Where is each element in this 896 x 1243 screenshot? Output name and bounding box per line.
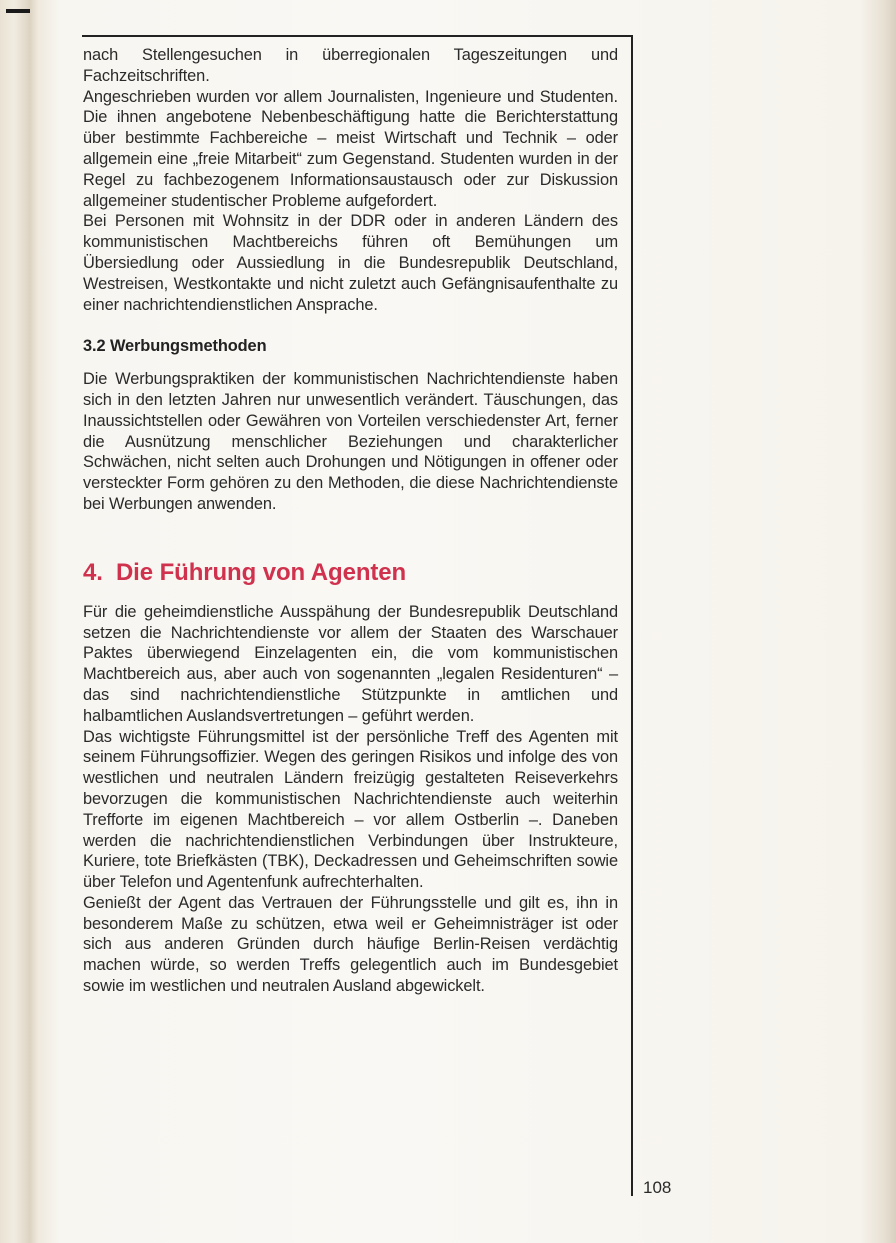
text-column (83, 45, 618, 997)
column-rule (631, 35, 633, 1196)
paragraph: Die Werbungspraktiken der kommunistischen Nachrichtendienste haben sich in den letzten Jahren nur unwesentlich verändert. Täuschungen, das Inaussichtstellen oder Gewähren von Vorteilen verschiedenster Art, ferner die Ausnützung menschlicher Beziehungen und charakterlicher Schwächen, nicht selten auch Drohungen und Nötigungen in offener oder versteckter Form gehören zu den Methoden, die diese Nachrichtendienste bei Werbungen anwenden. (83, 370, 618, 513)
binding-mark (6, 9, 30, 13)
page-number: 108 (643, 1178, 672, 1197)
paragraph: Bei Personen mit Wohnsitz in der DDR oder in anderen Ländern des kommunistischen Machtbereichs führen oft Bemühungen um Übersiedlung oder Aussiedlung in die Bundesrepublik Deutschland, Westreisen, Westkontakte und nicht zuletzt auch Gefängnisaufenthalte zu einer nachrichtendienstlichen Ansprache. (83, 212, 618, 314)
paragraph: nach Stellengesuchen in überregionalen Tageszeitungen und Fachzeitschriften. (83, 46, 618, 85)
paragraph: Angeschrieben wurden vor allem Journalisten, Ingenieure und Studenten. Die ihnen angebotene Nebenbeschäftigung hatte die Berichterstattung über bestimmte Fachbereiche – meist Wirtschaft und Technik – oder allgemein eine „freie Mitarbeit“ zum Gegenstand. Studenten wurden in der Regel zu fachbezogenem Informationsaustausch oder zur Diskussion allgemeiner studentischer Probleme aufgefordert. (83, 87, 618, 210)
top-rule (82, 35, 633, 37)
paragraph: Genießt der Agent das Vertrauen der Führungsstelle und gilt es, ihn in besonderem Maße zu schützen, etwa weil er Geheimnisträger ist oder sich aus anderen Gründen durch häufige Berlin-Reisen verdächtig machen würde, so werden Treffs gelegentlich auch im Bundesgebiet sowie im westlichen und neutralen Ausland abgewickelt. (83, 893, 618, 996)
section-heading-3-2: 3.2 Werbungsmethoden (83, 337, 267, 356)
chapter-heading-4: 4. Die Führung von Agenten (83, 558, 407, 586)
paragraph: Für die geheimdienstliche Ausspähung der Bundesrepublik Deutschland setzen die Nachrichtendienste vor allem der Staaten des Warschauer Paktes überwiegend Einzelagenten ein, die vom kommunistischen Machtbereich aus, aber auch von sogenannten „legalen Residenturen“ – das sind nachrichtendienstliche Stützpunkte in amtlichen und halbamtlichen Auslandsvertretungen – geführt werden. (83, 602, 618, 725)
paragraph: Das wichtigste Führungsmittel ist der persönliche Treff des Agenten mit seinem Führungsoffizier. Wegen des geringen Risikos und infolge des von westlichen und neutralen Ländern freizügig gestalteten Reiseverkehrs bevorzugen die kommunistischen Nachrichtendienste auch weiterhin Trefforte im eigenen Machtbereich – vor allem Ostberlin –. Daneben werden die nachrichtendienstlichen Verbindungen über Instrukteure, Kuriere, tote Briefkästen (TBK), Deckadressen und Geheimschriften sowie über Telefon und Agentenfunk aufrechterhalten. (83, 727, 618, 892)
